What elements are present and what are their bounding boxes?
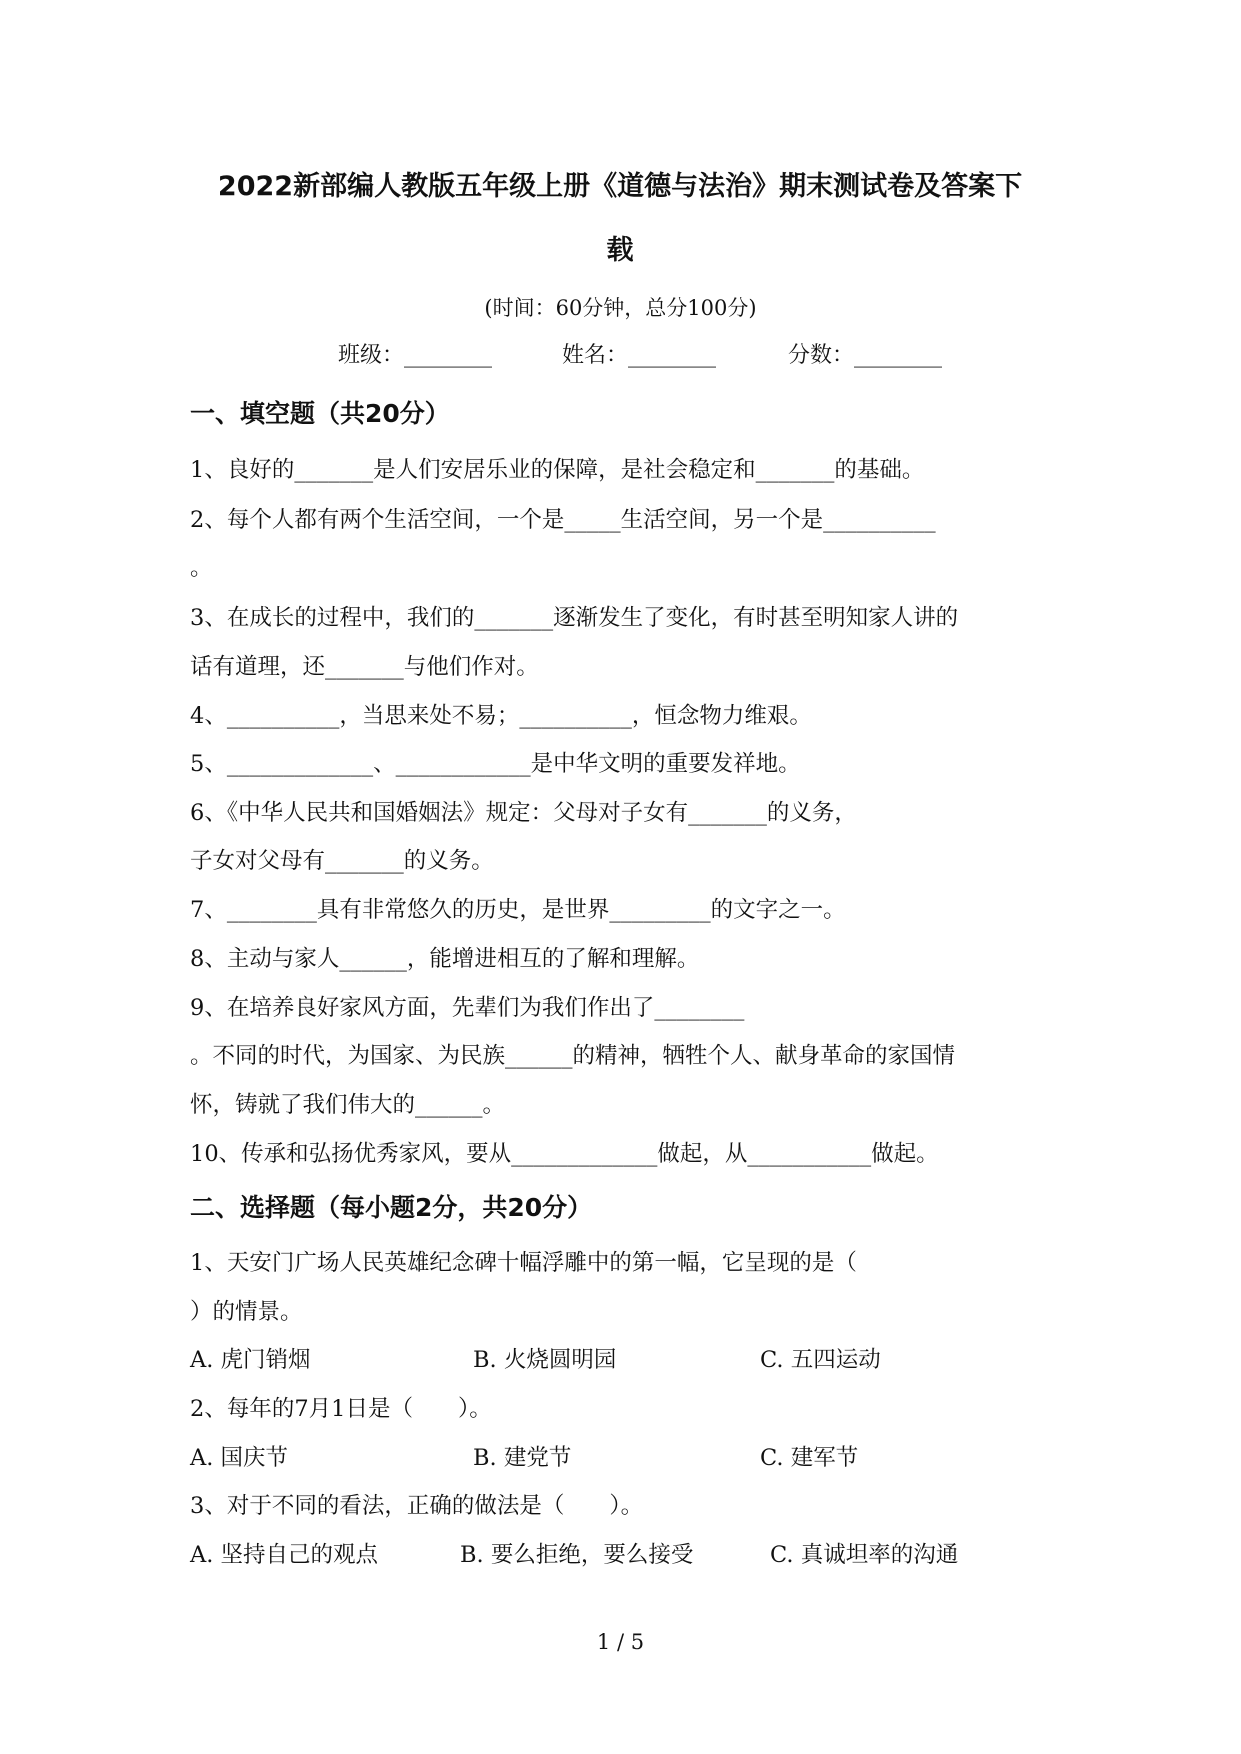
question-line: 7、________具有非常悠久的历史，是世界_________的文字之一。 bbox=[190, 897, 846, 923]
question-line: 1、天安门广场人民英雄纪念碑十幅浮雕中的第一幅，它呈现的是（ bbox=[190, 1250, 857, 1276]
option-b: B. 要么拒绝，要么接受 bbox=[460, 1542, 694, 1568]
exam-time-subtitle: (时间：60分钟，总分100分) bbox=[484, 296, 757, 320]
option-c: C. 真诚坦率的沟通 bbox=[770, 1542, 959, 1568]
question-line: 1、良好的_______是人们安居乐业的保障，是社会稳定和_______的基础。 bbox=[190, 457, 925, 483]
option-c: C. 五四运动 bbox=[760, 1347, 881, 1373]
question-line: 2、每个人都有两个生活空间，一个是_____生活空间，另一个是__________ bbox=[190, 507, 936, 533]
question-line: 话有道理，还_______与他们作对。 bbox=[190, 654, 539, 680]
section1-heading: 一、填空题（共20分） bbox=[190, 399, 450, 428]
question-line: 5、_____________、____________是中华文明的重要发祥地。 bbox=[190, 751, 801, 777]
name-field: 姓名：________ bbox=[562, 343, 717, 368]
question-line: 4、__________，当思来处不易；__________，恒念物力维艰。 bbox=[190, 703, 812, 729]
question-line: 3、在成长的过程中，我们的_______逐渐发生了变化，有时甚至明知家人讲的 bbox=[190, 605, 959, 631]
question-line: 2、每年的7月1日是（ ）。 bbox=[190, 1396, 492, 1422]
option-c: C. 建军节 bbox=[760, 1445, 859, 1471]
class-field: 班级：________ bbox=[338, 343, 493, 368]
question-line: 怀，铸就了我们伟大的______。 bbox=[190, 1092, 506, 1118]
question-line: 3、对于不同的看法，正确的做法是（ ）。 bbox=[190, 1493, 644, 1519]
option-a: A. 坚持自己的观点 bbox=[190, 1542, 379, 1568]
question-line: 。 bbox=[190, 555, 213, 581]
option-b: B. 火烧圆明园 bbox=[473, 1347, 617, 1373]
option-a: A. 国庆节 bbox=[190, 1445, 289, 1471]
question-line: 6、《中华人民共和国婚姻法》规定：父母对子女有_______的义务， bbox=[190, 800, 857, 826]
page-number: 1 / 5 bbox=[596, 1630, 645, 1654]
option-b: B. 建党节 bbox=[473, 1445, 572, 1471]
student-info-row bbox=[338, 338, 1038, 372]
question-line: 8、主动与家人______，能增进相互的了解和理解。 bbox=[190, 946, 700, 972]
document-title-line2: 载 bbox=[606, 235, 634, 266]
document-title-line1: 2022新部编人教版五年级上册《道德与法治》期末测试卷及答案下 bbox=[217, 171, 1023, 202]
section2-heading: 二、选择题（每小题2分，共20分） bbox=[190, 1193, 593, 1222]
question-line: 10、传承和弘扬优秀家风，要从_____________做起，从___________做起。 bbox=[190, 1141, 939, 1167]
option-a: A. 虎门销烟 bbox=[190, 1347, 311, 1373]
question-line: 子女对父母有_______的义务。 bbox=[190, 848, 494, 874]
question-line: 9、在培养良好家风方面，先辈们为我们作出了________ bbox=[190, 995, 745, 1021]
question-line: 。不同的时代，为国家、为民族______的精神，牺牲个人、献身革命的家国情 bbox=[190, 1043, 956, 1069]
score-field: 分数：________ bbox=[788, 343, 943, 368]
question-line: ）的情景。 bbox=[190, 1299, 303, 1325]
